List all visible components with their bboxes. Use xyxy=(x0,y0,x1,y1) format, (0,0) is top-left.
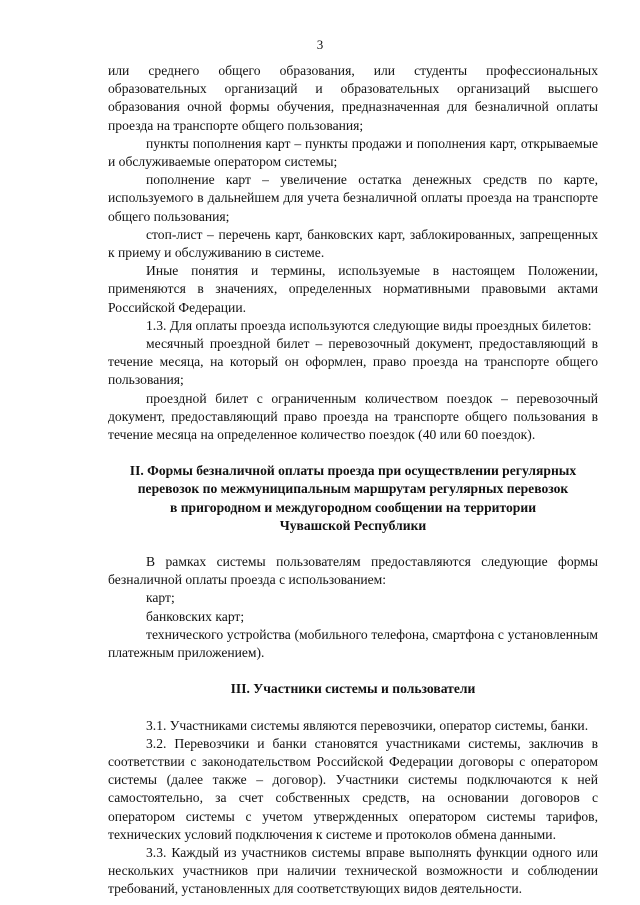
spacer xyxy=(108,444,598,462)
paragraph: или среднего общего образования, или студенты профессиональных образовательных организаций и образовательных организаций высшего образования очной формы обучения, предназначенная для безналичной оплаты проезда на транспорте общего пользования; xyxy=(108,63,598,133)
spacer xyxy=(108,535,598,553)
section-heading xyxy=(108,462,598,535)
section-heading-line: Чувашской Республики xyxy=(279,517,427,533)
paragraph: 3.2. Перевозчики и банки становятся участниками системы, заключив в соответствии с законодательством Российской Федерации договоры с оператором системы (далее также – договор). Участники системы подключаются к ней самостоятельно, за счет собственных средств, на основании договоров с оператором системы с учетом утвержденных оператором системы тарифов, технических условий подключения к системе и протоколов обмена данными. xyxy=(108,735,598,842)
paragraph: пополнение карт – увеличение остатка денежных средств по карте, используемого в дальнейшем для учета безналичной оплаты проезда на транспорте общего пользования; xyxy=(108,172,598,224)
paragraph: В рамках системы пользователям предоставляются следующие формы безналичной оплаты проезда с использованием: xyxy=(108,554,598,588)
spacer xyxy=(108,662,598,680)
paragraph: проездной билет с ограниченным количеством поездок – перевозочный документ, предоставляющий право проезда на транспорте общего пользования в течение месяца на определенное количество поездок (40 или 60 поездок). xyxy=(108,390,598,443)
paragraph: пункты пополнения карт – пункты продажи и пополнения карт, открываемые и обслуживаемые оператором системы; xyxy=(108,135,598,170)
paragraph: технического устройства (мобильного телефона, смартфона с установленным платежным приложением). xyxy=(108,626,598,661)
paragraph: месячный проездной билет – перевозочный документ, предоставляющий в течение месяца, на который он оформлен, право проезда на транспорте общего пользования; xyxy=(108,336,598,388)
page-number: 3 xyxy=(316,37,324,52)
section-heading-line: перевозок по межмуниципальным маршрутам регулярных перевозок xyxy=(137,481,569,497)
document-body xyxy=(108,62,598,899)
paragraph: 3.1. Участниками системы являются перевозчики, оператор системы, банки. xyxy=(146,717,589,733)
spacer xyxy=(108,699,598,717)
paragraph: стоп-лист – перечень карт, банковских карт, заблокированных, запрещенных к приему и обслуживанию в системе. xyxy=(108,226,598,261)
section-heading-line: II. Формы безналичной оплаты проезда при осуществлении регулярных xyxy=(129,463,577,479)
section-heading xyxy=(108,680,598,698)
paragraph: банковских карт; xyxy=(146,608,245,624)
paragraph: 3.3. Каждый из участников системы вправе выполнять функции одного или нескольких участников при наличии технической возможности и соблюдении требований, установленных для соответствующих видов деятельности. xyxy=(108,844,598,897)
paragraph: карт; xyxy=(146,590,175,606)
section-heading-line: III. Участники системы и пользователи xyxy=(230,681,476,697)
section-heading-line: в пригородном и междугородном сообщении на территории xyxy=(169,499,537,515)
paragraph: Иные понятия и термины, используемые в настоящем Положении, применяются в значениях, определенных нормативными правовыми актами Российской Федерации. xyxy=(108,263,598,315)
paragraph: 1.3. Для оплаты проезда используются следующие виды проездных билетов: xyxy=(146,317,592,333)
